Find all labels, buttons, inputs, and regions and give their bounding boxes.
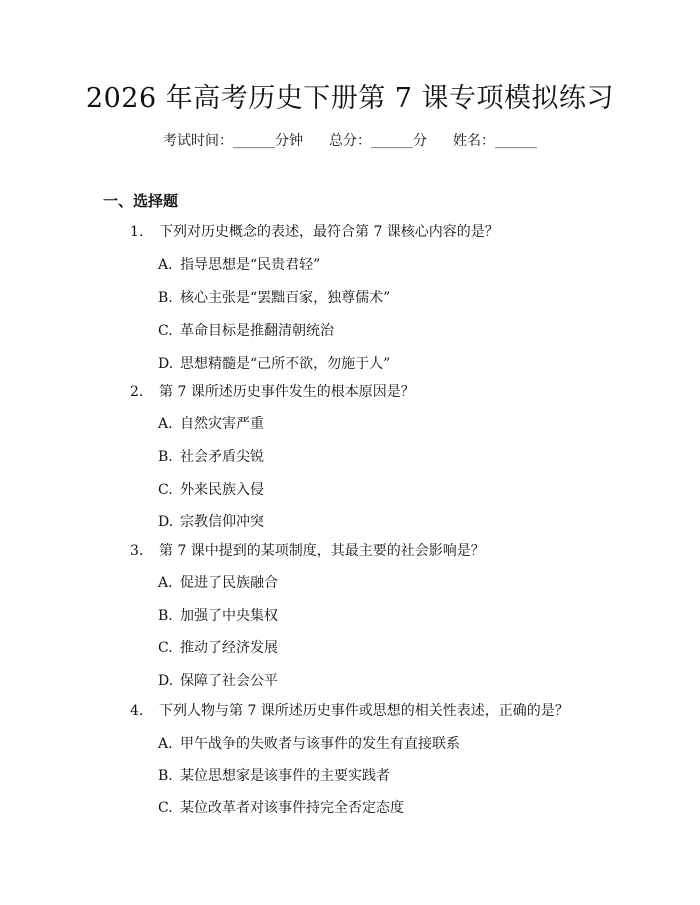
option-letter: B. (158, 449, 173, 465)
question-4-option-a (158, 734, 460, 754)
option-letter: C. (158, 323, 173, 339)
question-text: 下列人物与第 7 课所述历史事件或思想的相关性表述，正确的是？ (159, 703, 569, 719)
question-2-option-d (158, 512, 264, 532)
question-2-option-c (158, 480, 264, 500)
question-number: 2. (130, 384, 144, 400)
option-text: 保障了社会公平 (180, 673, 278, 689)
question-2-option-a (158, 414, 264, 434)
question-3-option-a (158, 573, 278, 593)
option-text: 推动了经济发展 (180, 640, 278, 656)
option-text: 加强了中央集权 (180, 608, 278, 624)
option-letter: D. (158, 514, 174, 530)
option-letter: C. (158, 482, 173, 498)
exam-time-field: 考试时间：______分钟 (163, 133, 303, 149)
option-text: 宗教信仰冲突 (180, 514, 264, 530)
option-text: 指导思想是“民贵君轻” (180, 257, 321, 273)
option-text: 外来民族入侵 (180, 482, 264, 498)
question-3 (130, 541, 485, 561)
question-4 (130, 701, 569, 721)
option-letter: D. (158, 356, 174, 372)
option-letter: A. (158, 736, 173, 752)
question-4-option-c (158, 798, 404, 818)
exam-meta (0, 131, 700, 151)
question-number: 1. (130, 224, 144, 240)
question-1-option-d (158, 354, 390, 374)
section-heading: 一、选择题 (103, 192, 179, 210)
option-text: 某位改革者对该事件持完全否定态度 (180, 800, 404, 816)
question-4-option-b (158, 766, 390, 786)
question-number: 4. (130, 703, 144, 719)
student-name-field: 姓名：______ (453, 133, 537, 149)
exam-title: 2026 年高考历史下册第 7 课专项模拟练习 (85, 83, 615, 114)
option-text: 革命目标是推翻清朝统治 (180, 323, 334, 339)
option-text: 促进了民族融合 (180, 575, 278, 591)
option-text: 社会矛盾尖锐 (180, 449, 264, 465)
option-letter: B. (158, 290, 173, 306)
option-text: 思想精髓是“己所不欲，勿施于人” (180, 356, 391, 372)
question-text: 第 7 课中提到的某项制度，其最主要的社会影响是？ (159, 543, 485, 559)
question-1 (130, 222, 499, 242)
option-letter: C. (158, 800, 173, 816)
total-score-field: 总分：______分 (329, 133, 427, 149)
question-2 (130, 382, 415, 402)
question-2-option-b (158, 447, 264, 467)
option-text: 甲午战争的失败者与该事件的发生有直接联系 (180, 736, 460, 752)
option-letter: A. (158, 257, 173, 273)
option-text: 某位思想家是该事件的主要实践者 (180, 768, 390, 784)
option-letter: B. (158, 608, 173, 624)
option-letter: A. (158, 416, 173, 432)
option-text: 自然灾害严重 (180, 416, 264, 432)
question-1-option-a (158, 255, 320, 275)
question-number: 3. (130, 543, 144, 559)
option-letter: D. (158, 673, 174, 689)
question-text: 第 7 课所述历史事件发生的根本原因是？ (159, 384, 415, 400)
question-3-option-d (158, 671, 278, 691)
option-text: 核心主张是“罢黜百家，独尊儒术” (180, 290, 391, 306)
option-letter: A. (158, 575, 173, 591)
option-letter: C. (158, 640, 173, 656)
question-text: 下列对历史概念的表述，最符合第 7 课核心内容的是？ (159, 224, 499, 240)
question-1-option-b (158, 288, 390, 308)
question-1-option-c (158, 321, 334, 341)
question-3-option-b (158, 606, 278, 626)
option-letter: B. (158, 768, 173, 784)
question-3-option-c (158, 638, 278, 658)
